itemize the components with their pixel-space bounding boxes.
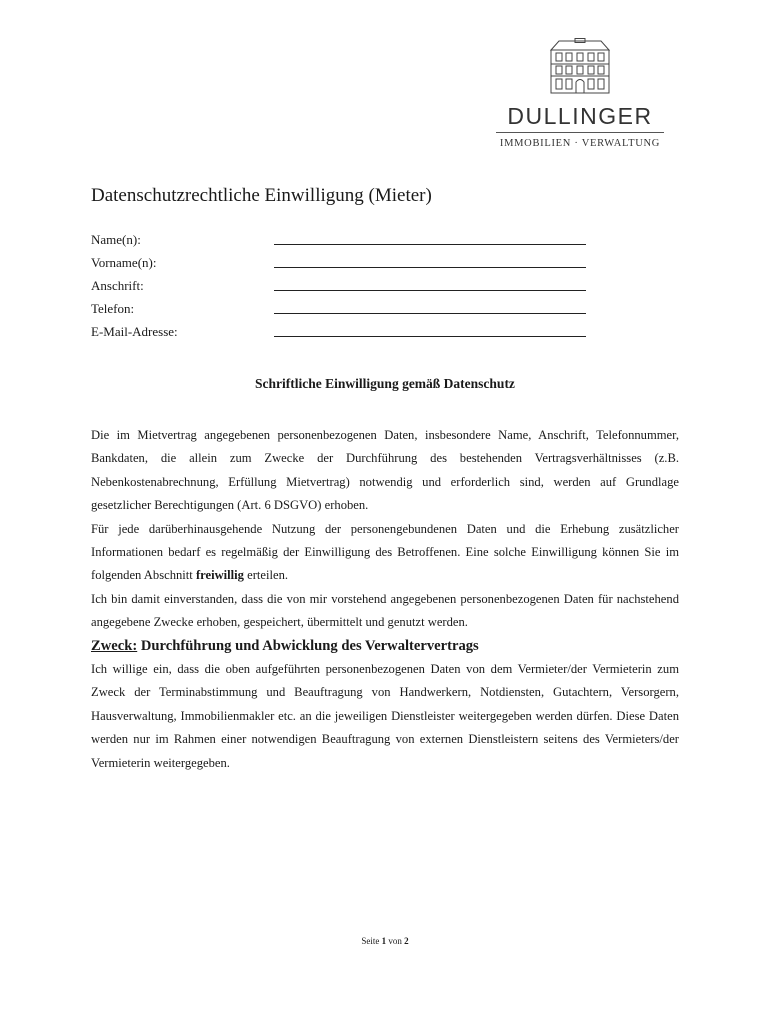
field-row-name [91,231,591,254]
company-tagline: IMMOBILIEN · VERWALTUNG [499,138,661,149]
field-row-vorname [91,254,591,277]
company-name: DULLINGER [507,103,653,129]
paragraph-data-collection: Die im Mietvertrag angegebenen personenbezogenen Daten, insbesondere Name, Anschrift, Telefonnummer, Bankdaten, die allein zum Zwecke der Durchführung des bestehenden Vertragsverhältnisses (z.B. Nebenkostenabrechnung, Erfüllung Mietvertrag) notwendig und erforderlich sind, werden auf Grundlage gesetzlicher Berechtigungen (Art. 6 DSGVO) erhoben. [91,428,679,513]
purpose-label: Zweck: [91,637,138,654]
emphasis-freiwillig: freiwillig [195,568,244,583]
paragraph-text: Für jede darüberhinausgehende Nutzung der personengebundenen Daten und die Erhebung zusätzlicher Informationen bedarf es regelmäßig der Einwilligung des Betroffenen. Eine solche Einwilligung können Sie im folgenden Abschnitt [91,521,679,583]
consent-text [91,424,679,775]
fill-in-line[interactable] [274,290,586,291]
purpose-heading [91,635,679,658]
document-title: Datenschutzrechtliche Einwilligung (Mieter) [91,185,432,206]
footer-middle: von [386,936,405,946]
field-label: E-Mail-Adresse: [91,324,178,339]
paragraph-text: erteilen. [243,568,289,583]
purpose-title: Durchführung und Abwicklung des Verwaltervertrags [137,637,479,654]
building-icon [547,38,613,94]
fill-in-line[interactable] [274,244,586,245]
field-label: Vorname(n): [91,255,157,270]
field-row-anschrift [91,277,591,300]
field-label: Telefon: [91,301,135,316]
fill-in-line[interactable] [274,336,586,337]
current-page: 1 [381,936,387,946]
footer-prefix: Seite [361,936,382,946]
section-subtitle: Schriftliche Einwilligung gemäß Datenschutz [255,376,515,391]
fill-in-line[interactable] [274,267,586,268]
field-label: Name(n): [91,232,141,247]
field-label: Anschrift: [91,278,144,293]
field-row-telefon [91,300,591,323]
paragraph-purpose: Ich willige ein, dass die oben aufgeführten personenbezogenen Daten von dem Vermieter/der Vermieterin zum Zweck der Terminabstimmung und Beauftragung von Handwerkern, Notdiensten, Gutachtern, Versorgern, Hausverwaltung, Immobilienmakler etc. an die jeweiligen Dienstleister weitergegeben werden dürfen. Diese Daten werden nur im Rahmen einer notwendigen Beauftragung von externen Dienstleistern seitens des Vermieters/der Vermieterin weitergegeben. [91,662,679,770]
paragraph-agreement: Ich bin damit einverstanden, dass die von mir vorstehend angegebenen personenbezogenen Daten für nachstehend angegebene Zwecke erhoben, gespeichert, übermittelt und genutzt werden. [91,591,679,630]
total-pages: 2 [404,936,409,946]
personal-data-form [91,231,591,346]
field-row-email [91,323,591,346]
logo-divider [496,132,664,133]
fill-in-line[interactable] [274,313,586,314]
paragraph-consent-info [91,518,679,588]
page-footer [0,936,770,946]
company-logo [496,38,664,151]
